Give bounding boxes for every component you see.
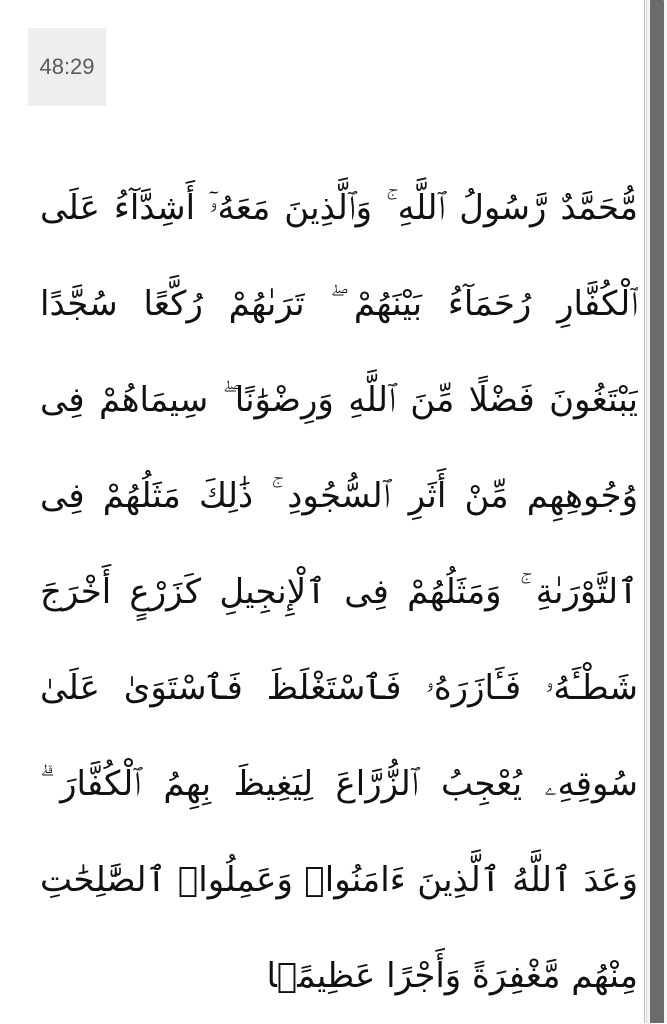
verse-line: مِنْهُم مَّغْفِرَةً وَأَجْرًا عَظِيمًۢا (266, 956, 638, 996)
verse-text (40, 160, 638, 1024)
scrollbar-thumb[interactable] (650, 0, 664, 1023)
timer-display: 48:29 (28, 28, 106, 106)
verse-line: شَطْـَٔهُۥ فَـَٔازَرَهُۥ فَٱسْتَغْلَظَ فَٱسْتَوَىٰ عَلَىٰ (40, 668, 638, 708)
verse-line: يَبْتَغُونَ فَضْلًا مِّنَ ٱللَّهِ وَرِضْوَٰنًا ۖ سِيمَاهُمْ فِى (40, 380, 638, 420)
verse-line: مُّحَمَّدٌ رَّسُولُ ٱللَّهِ ۚ وَٱلَّذِينَ مَعَهُۥٓ أَشِدَّآءُ عَلَى (40, 188, 638, 228)
verse-line: ٱلْكُفَّارِ رُحَمَآءُ بَيْنَهُمْ ۖ تَرَىٰهُمْ رُكَّعًا سُجَّدًا (40, 284, 638, 324)
verse-line: وُجُوهِهِم مِّنْ أَثَرِ ٱلسُّجُودِ ۚ ذَٰلِكَ مَثَلُهُمْ فِى (40, 476, 638, 516)
verse-line: ٱلتَّوْرَىٰةِ ۚ وَمَثَلُهُمْ فِى ٱلْإِنجِيلِ كَزَرْعٍ أَخْرَجَ (40, 572, 638, 612)
vertical-scrollbar[interactable] (646, 0, 667, 1023)
verse-line: سُوقِهِۦ يُعْجِبُ ٱلزُّرَّاعَ لِيَغِيظَ بِهِمُ ٱلْكُفَّارَ ۗ (40, 764, 638, 804)
verse-line: وَعَدَ ٱللَّهُ ٱلَّذِينَ ءَامَنُوا۟ وَعَمِلُوا۟ ٱلصَّٰلِحَٰتِ (40, 860, 638, 900)
